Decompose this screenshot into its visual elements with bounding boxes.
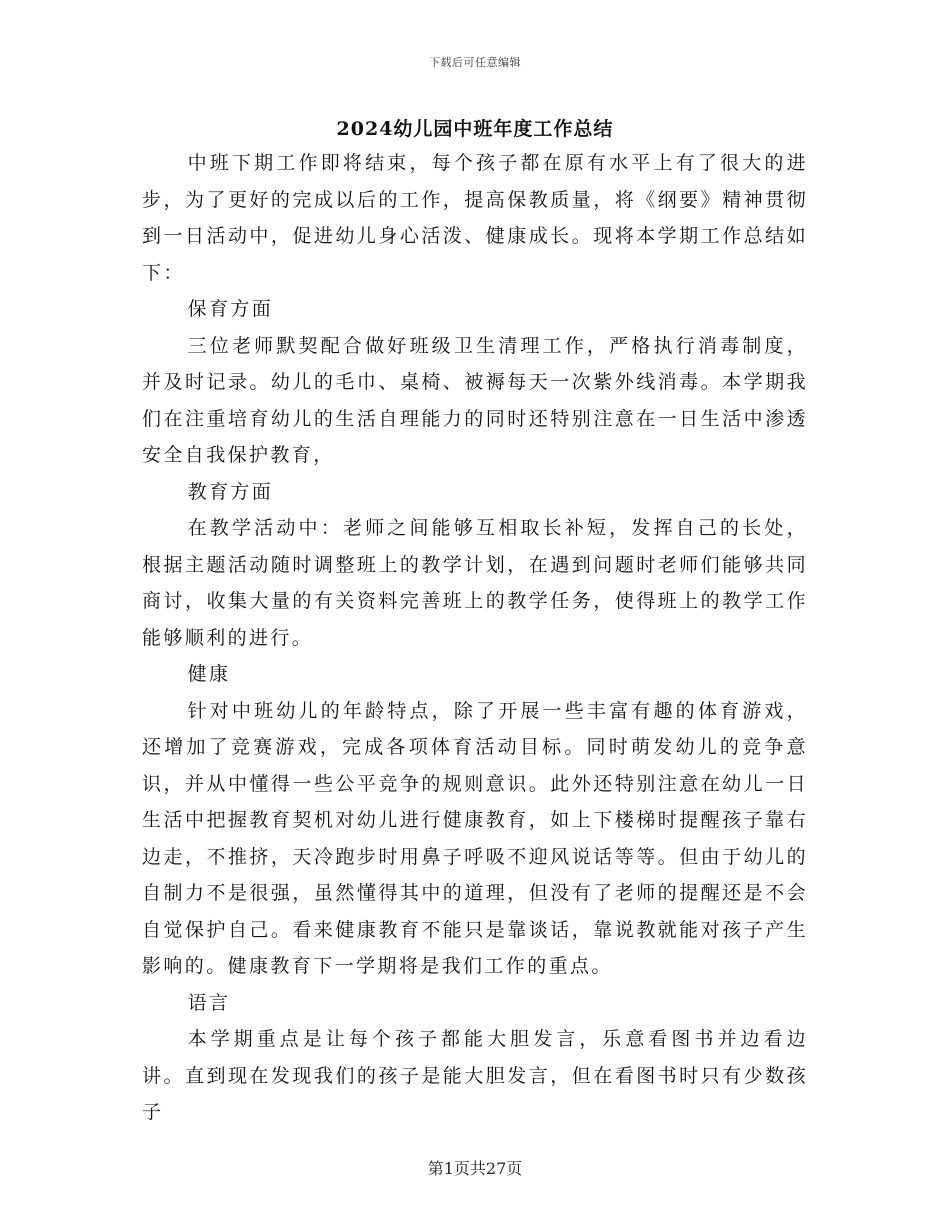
paragraph-education: 在教学活动中：老师之间能够互相取长补短，发挥自己的长处，根据主题活动随时调整班上的教学计划，在遇到问题时老师们能够共同商讨，收集大量的有关资料完善班上的教学任务，使得班上的教学工作能够顺利的进行。 bbox=[142, 517, 808, 649]
section-heading-health: 健康 bbox=[187, 663, 231, 685]
page-footer: 第1页共27页 bbox=[427, 1159, 523, 1178]
paragraph-intro: 中班下期工作即将结束，每个孩子都在原有水平上有了很大的进步，为了更好的完成以后的工作，提高保教质量，将《纲要》精神贯彻到一日活动中，促进幼儿身心活泼、健康成长。现将本学期工作总结如下： bbox=[142, 152, 808, 284]
paragraph-care: 三位老师默契配合做好班级卫生清理工作，严格执行消毒制度，并及时记录。幼儿的毛巾、桌椅、被褥每天一次紫外线消毒。本学期我们在注重培育幼儿的生活自理能力的同时还特别注意在一日生活中渗透安全自我保护教育， bbox=[142, 334, 808, 466]
document-title: 2024幼儿园中班年度工作总结 bbox=[336, 118, 614, 140]
paragraph-language: 本学期重点是让每个孩子都能大胆发言，乐意看图书并边看边讲。直到现在发现我们的孩子是能大胆发言，但在看图书时只有少数孩子 bbox=[142, 1028, 808, 1123]
section-heading-care: 保育方面 bbox=[187, 298, 274, 320]
document-body bbox=[142, 145, 808, 1131]
paragraph-health: 针对中班幼儿的年龄特点，除了开展一些丰富有趣的体育游戏，还增加了竞赛游戏，完成各项体育活动目标。同时萌发幼儿的竞争意识，并从中懂得一些公平竞争的规则意识。此外还特别注意在幼儿一日生活中把握教育契机对幼儿进行健康教育，如上下楼梯时提醒孩子靠右边走，不推挤，天冷跑步时用鼻子呼吸不迎风说话等等。但由于幼儿的自制力不是很强，虽然懂得其中的道理，但没有了老师的提醒还是不会自觉保护自己。看来健康教育不能只是靠谈话，靠说教就能对孩子产生影响的。健康教育下一学期将是我们工作的重点。 bbox=[142, 699, 808, 977]
section-heading-education: 教育方面 bbox=[187, 480, 274, 503]
header-note: 下载后可任意编辑 bbox=[429, 56, 521, 69]
section-heading-language: 语言 bbox=[187, 991, 231, 1014]
